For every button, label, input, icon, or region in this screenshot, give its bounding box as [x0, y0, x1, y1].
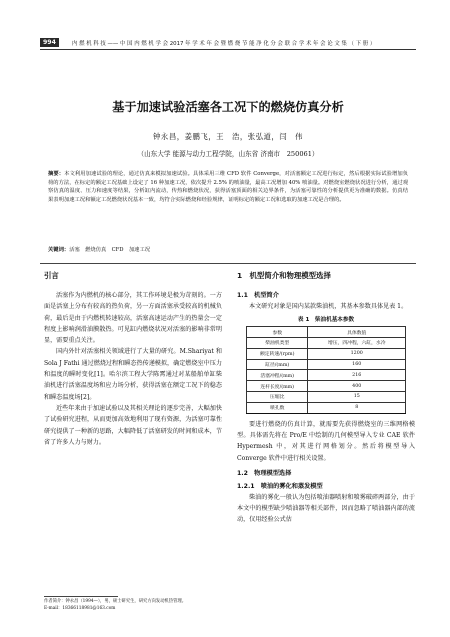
abstract — [48, 170, 408, 204]
table-cell: 喷孔数 — [247, 402, 308, 413]
author-footnote — [44, 599, 222, 613]
table-row — [247, 348, 406, 359]
table-header-cell: 具体数值 — [308, 327, 406, 338]
table-cell: 活塞冲程/(mm) — [247, 370, 308, 381]
table-header-cell: 参数 — [247, 327, 308, 338]
section-divider — [40, 263, 416, 264]
keywords-label: 关键词： — [48, 247, 70, 253]
intro-paragraph: 活塞作为内燃机的核心部分，其工作环境是极为苛刻的。一方面是活塞上分布有较高的热负荷，另一方面活塞承受较高的机械负荷，最后是由于内燃机转速较高，活塞高速运动产生的热量会一定程度上影响润滑油膜散热。可见缸内燃烧状况对活塞的影响非常明显，需要重点关注。 — [44, 292, 222, 345]
table-cell: 连杆长度/(mm) — [247, 381, 308, 392]
table-cell: 柴油机类型 — [247, 338, 308, 349]
paper-authors: 钟永昌，姜鹏飞，王 浩，张弘道，闫 伟 — [153, 132, 303, 141]
table-caption: 表 1 柴油机基本参数 — [297, 317, 355, 324]
table-cell: 增压，四冲程，六缸，水冷 — [308, 338, 406, 349]
table-cell: 1200 — [308, 348, 406, 359]
subsection-1-1-paragraph-2: 要进行燃烧的仿真计算，就需要先获得燃烧室的三维网格模型。具体需先将在 Pro/E 中绘制的几何模型导入专业 CAE 软件 Hypermesh 中，对其进行网格划分。然后将模型导入 Converge 软件中进行相关设置。 — [237, 420, 415, 462]
table-cell: 缸径/(mm) — [247, 359, 308, 370]
abstract-text: 本文利用加速试验的理论，通过仿真来模拟加速试验。具体采用三维 CFD 软件 Converge，对活塞额定工况进行标定，然后根据实际试验增加负荷的方法，在标定的额定工况基础上设定了 16 种加速工况，依次提升 2.5% 的喷油量，最高工况增加 40% 喷油量。对燃烧室燃烧状况进行分析，通过观察仿真的温度、压力和速度等结果，分析缸内流动，传热和燃烧状况，获得活塞顶面的相关边界条件，为活塞可靠性的分析提供更为准确的数据。仿真结果表明加速工况和额定工况燃烧状况基本一致，均符合实际燃烧和经验规律，证明标定的额定工况和选取的加速工况是合理的。 — [48, 171, 408, 203]
table-row — [247, 402, 406, 413]
subsection-1-2-heading: 1.2 物理模型选择 — [237, 469, 292, 477]
intro-paragraph: 国内外针对活塞相关领域进行了大量的研究。M.Shariyat 和 Sola J Fathi 通过燃烧过程和瞬态热传递模拟，确定燃烧室中压力和温度的瞬时变化[1]。哈尔滨工程大学陈霄通过对某船舶单缸柴油机进行活塞温度场和应力场分析，获得活塞在额定工况下的稳态和瞬态温度场[2]。 — [44, 348, 222, 401]
table-cell: 160 — [308, 359, 406, 370]
table-row — [247, 338, 406, 349]
keywords — [48, 245, 408, 253]
section1-heading: 1 机型简介和物理模型选择 — [237, 271, 331, 280]
table-row — [247, 370, 406, 381]
table-header-row — [247, 327, 406, 338]
table-cell: 400 — [308, 381, 406, 392]
engine-parameters-table — [246, 326, 406, 413]
footnote-email: E-mail：18366118981@163.com — [44, 605, 116, 611]
table-cell: 216 — [308, 370, 406, 381]
journal-title: 内 燃 机 科 技 —— 中 国 内 燃 机 学 会 2017 年 学 术 年 会 暨 燃 烧 节 能 净 化 分 会 联 合 学 术 年 会 论 文 集 （ 下 册 ） — [72, 41, 376, 47]
intro-heading: 引言 — [44, 271, 59, 280]
table-cell: 额定转速/(rpm) — [247, 348, 308, 359]
table-cell: 15 — [308, 392, 406, 403]
table-cell: 压缩比 — [247, 392, 308, 403]
subsection-1-1-heading: 1.1 机型简介 — [237, 292, 279, 299]
subsection-1-2-1-paragraph: 柴油的雾化一般认为包括喷油器喷射和喷雾破碎两部分，由于本文中的模型缺少喷油器等相关部件，因而忽略了喷油器内部的流动，仅用经验公式估 — [237, 493, 415, 524]
keywords-text: 活塞 燃烧仿真 CFD 加速工况 — [69, 247, 151, 253]
left-column — [44, 268, 222, 448]
right-column — [237, 268, 415, 526]
table-cell: 8 — [308, 402, 406, 413]
running-header — [40, 38, 416, 50]
table-row — [247, 359, 406, 370]
paper-affiliation: （山东大学 能源与动力工程学院，山东省 济南市 250061） — [137, 150, 319, 158]
table-row — [247, 392, 406, 403]
subsection-1-2-1-heading: 1.2.1 喷油的雾化和蒸发模型 — [237, 482, 323, 490]
footnote-divider — [44, 596, 118, 597]
intro-paragraph: 近些年来由于加速试验以及其相关理论的逐步完善，大幅加快了试验研究进程，从而更加高效地利用了现有资源，为活塞可靠性研究提供了一种新的思路，大幅降低了活塞研发的时间和成本，节省了许多人力与财力。 — [44, 404, 222, 446]
table-row — [247, 381, 406, 392]
footnote-line: 作者简介：钟永昌（1994—），男，硕士研究生，研究方向发动机热管理。 — [44, 599, 186, 604]
paper-title: 基于加速试验活塞各工况下的燃烧仿真分析 — [112, 100, 344, 114]
page-number: 994 — [40, 38, 59, 47]
subsection-1-1-paragraph: 本文研究对象是国内某款柴油机，其基本参数具体见表 1。 — [249, 303, 408, 310]
abstract-label: 摘要： — [48, 171, 65, 177]
